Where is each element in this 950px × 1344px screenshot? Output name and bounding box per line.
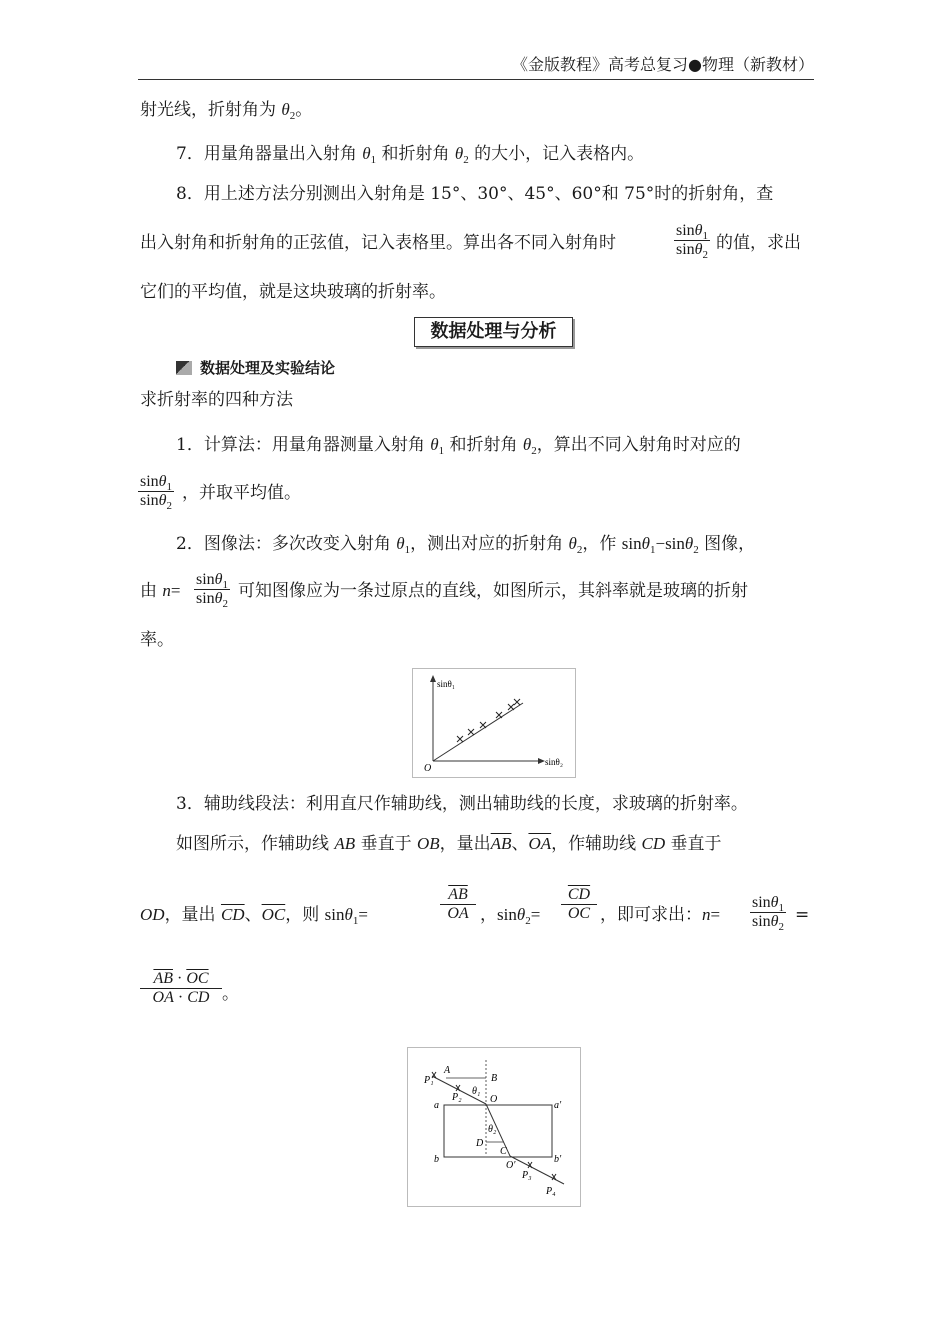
theta-symbol: θ bbox=[362, 144, 371, 163]
x-axis-label: sinθ₂ bbox=[545, 757, 563, 767]
text: ， bbox=[480, 905, 497, 925]
symbol: = bbox=[530, 905, 541, 924]
x-axis-arrow bbox=[538, 758, 545, 764]
text: 如图所示，作辅助线 bbox=[176, 834, 335, 854]
subscript: 2 bbox=[463, 154, 469, 166]
text: ，量出 bbox=[439, 834, 491, 854]
symbol: OB bbox=[417, 834, 440, 853]
text: sin bbox=[140, 473, 159, 490]
text: 2．图像法：多次改变入射角 bbox=[176, 534, 397, 554]
text: ，即可求出： bbox=[600, 905, 702, 925]
symbol: n bbox=[702, 905, 711, 924]
figure-refraction bbox=[407, 1047, 581, 1207]
origin-label: O bbox=[424, 763, 432, 774]
text: 和折射角 bbox=[376, 144, 455, 164]
method-3-line-3c bbox=[600, 905, 720, 925]
symbol: = bbox=[170, 581, 181, 600]
subscript: 1 bbox=[370, 154, 377, 166]
text: sin bbox=[676, 222, 695, 239]
sin-ratio-fraction bbox=[194, 571, 230, 608]
text: ，作辅助线 bbox=[551, 834, 642, 854]
text: sin bbox=[196, 590, 215, 607]
label-p1: P₁ bbox=[424, 1075, 434, 1086]
segment-ab: $\overline{AB}$ bbox=[490, 834, 512, 853]
label-b-left: b bbox=[434, 1154, 439, 1165]
method-2-line-1 bbox=[176, 534, 755, 554]
label-o-prime: O′ bbox=[506, 1160, 516, 1171]
subscript: 2 bbox=[222, 598, 229, 610]
ab-over-oa bbox=[440, 886, 476, 923]
data-markers bbox=[457, 699, 520, 742]
theta-symbol: θ bbox=[281, 100, 290, 119]
intro-text: 求折射率的四种方法 bbox=[140, 390, 293, 410]
segment-oa: $\overline{OA}$ bbox=[152, 989, 174, 1006]
subscript: 2 bbox=[778, 921, 785, 933]
subscript: 1 bbox=[404, 544, 411, 556]
label-o: O bbox=[490, 1094, 498, 1105]
method-3-line-2 bbox=[176, 834, 722, 854]
text: 7．用量角器量出入射角 bbox=[176, 144, 363, 164]
subscript: 1 bbox=[702, 230, 709, 242]
text: ，作 bbox=[582, 534, 622, 554]
step-8-line-2b: 的值，求出 bbox=[716, 233, 801, 253]
theta-symbol: θ bbox=[396, 534, 405, 553]
theta-symbol: θ bbox=[344, 905, 353, 924]
text: sin bbox=[140, 492, 159, 509]
y-axis-label: sinθ₁ bbox=[437, 679, 455, 689]
step-8-line-2a: 出入射角和折射角的正弦值，记入表格里。算出各不同入射角时 bbox=[140, 233, 616, 253]
theta-symbol: θ bbox=[770, 894, 779, 911]
symbol: n bbox=[162, 581, 171, 600]
method-3-line-3a bbox=[140, 905, 368, 925]
subscript: 1 bbox=[438, 445, 445, 457]
step-8-line-1: 8．用上述方法分别测出入射角是 15°、30°、45°、60°和 75°时的折射角，查 bbox=[176, 184, 774, 204]
figure-sin-graph bbox=[412, 668, 576, 778]
symbol: = bbox=[358, 905, 368, 924]
theta-symbol: θ bbox=[158, 492, 167, 509]
subscript: 1 bbox=[778, 902, 785, 914]
section-title: 数据处理与分析 bbox=[414, 317, 573, 347]
subscript: 1 bbox=[222, 579, 229, 591]
theta-symbol: θ bbox=[454, 144, 464, 163]
subscript: 2 bbox=[576, 544, 583, 556]
symbol: CD bbox=[641, 834, 666, 853]
cd-over-oc bbox=[561, 886, 597, 923]
subscript: 1 bbox=[352, 915, 359, 927]
label-a-right: a′ bbox=[554, 1100, 562, 1111]
sin-ratio-fraction bbox=[674, 222, 710, 259]
text: ，测出对应的折射角 bbox=[410, 534, 569, 554]
method-1 bbox=[176, 435, 741, 455]
method-2-line-2b: 可知图像应为一条过原点的直线，如图所示，其斜率就是玻璃的折射 bbox=[238, 581, 748, 601]
sin-ratio-fraction bbox=[750, 894, 786, 931]
refraction-svg bbox=[408, 1048, 580, 1206]
square-icon bbox=[176, 361, 192, 375]
text: 图像， bbox=[698, 534, 756, 554]
sin-ratio-fraction bbox=[138, 473, 174, 510]
theta-symbol: θ bbox=[641, 534, 650, 553]
theta-symbol: θ bbox=[430, 435, 439, 454]
theta-symbol: θ bbox=[568, 534, 577, 553]
subscript: 2 bbox=[525, 915, 531, 927]
final-fraction bbox=[140, 970, 222, 1007]
text: 、 bbox=[511, 834, 529, 854]
text: 、 bbox=[244, 905, 262, 925]
theta-symbol: θ bbox=[694, 222, 703, 239]
symbol: OD bbox=[140, 905, 165, 924]
label-a-left: a bbox=[434, 1100, 439, 1111]
segment-oa: OA bbox=[447, 905, 469, 922]
theta-symbol: θ bbox=[516, 905, 526, 924]
subscript: 1 bbox=[649, 544, 656, 556]
text: sin bbox=[621, 534, 642, 553]
symbol: AB bbox=[334, 834, 356, 853]
step-8-line-3: 它们的平均值，就是这块玻璃的折射率。 bbox=[140, 282, 446, 302]
method-2-line-3: 率。 bbox=[140, 630, 174, 650]
theta-symbol: θ bbox=[214, 571, 223, 588]
subsection-label: 数据处理及实验结论 bbox=[200, 359, 336, 377]
text: 垂直于 bbox=[665, 834, 722, 854]
theta-symbol: θ bbox=[214, 590, 223, 607]
text: 射光线，折射角为 bbox=[140, 100, 282, 120]
subscript: 2 bbox=[702, 249, 709, 261]
theta-symbol: θ bbox=[158, 473, 167, 490]
text: ，量出 bbox=[164, 905, 221, 925]
segment-oc: $\overline{OC}$ bbox=[186, 970, 209, 987]
fit-line bbox=[433, 703, 523, 761]
segment-ab: $\overline{AB}$ bbox=[440, 886, 476, 905]
segment-cd: $\overline{CD}$ bbox=[187, 989, 210, 1006]
text: − bbox=[655, 534, 666, 553]
text: sin bbox=[752, 894, 771, 911]
subscript: 2 bbox=[166, 500, 173, 512]
graph-svg bbox=[413, 669, 575, 777]
text: 1．计算法：用量角器测量入射角 bbox=[176, 435, 431, 455]
segment-oc: OC bbox=[567, 905, 591, 922]
text: ，则 bbox=[285, 905, 325, 925]
label-c: C bbox=[500, 1146, 507, 1157]
text: 由 bbox=[140, 581, 163, 601]
theta-symbol: θ bbox=[694, 241, 703, 258]
segment-cd: $\overline{CD}$ bbox=[561, 886, 597, 905]
text: 的大小，记入表格内。 bbox=[468, 144, 645, 164]
theta-symbol: θ bbox=[522, 435, 532, 454]
subscript: 2 bbox=[531, 445, 537, 457]
label-p3: P₃ bbox=[522, 1170, 532, 1181]
label-a: A bbox=[444, 1065, 451, 1076]
theta-symbol: θ bbox=[684, 534, 694, 553]
label-b-right: b′ bbox=[554, 1154, 562, 1165]
segment-oa: $\overline{OA}$ bbox=[528, 834, 552, 853]
text: 和折射角 bbox=[444, 435, 523, 455]
label-b: B bbox=[491, 1073, 498, 1084]
period: 。 bbox=[222, 984, 239, 1004]
paragraph-continuation bbox=[140, 100, 312, 120]
label-theta1: θ₁ bbox=[472, 1086, 481, 1097]
text: sin bbox=[665, 534, 685, 553]
equals-sign: = bbox=[795, 905, 810, 925]
text: 垂直于 bbox=[355, 834, 417, 854]
subscript: 1 bbox=[166, 481, 173, 493]
text: sin bbox=[497, 905, 517, 924]
subscript: 2 bbox=[289, 110, 296, 122]
label-p2: P₂ bbox=[452, 1092, 462, 1103]
segment-cd: $\overline{CD}$ bbox=[220, 905, 245, 924]
method-1-end: ，并取平均值。 bbox=[182, 483, 301, 503]
method-3-line-3b bbox=[480, 905, 540, 925]
subscript: 2 bbox=[693, 544, 699, 556]
method-2-line-2a bbox=[140, 581, 181, 601]
text: sin bbox=[752, 913, 771, 930]
symbol: = bbox=[710, 905, 721, 924]
text: sin bbox=[324, 905, 345, 924]
label-theta2: θ₂ bbox=[488, 1124, 497, 1135]
label-d: D bbox=[476, 1138, 484, 1149]
text: ，算出不同入射角时对应的 bbox=[536, 435, 741, 455]
label-p4: P₄ bbox=[546, 1186, 556, 1197]
text: sin bbox=[196, 571, 215, 588]
method-3-line-1: 3．辅助线段法：利用直尺作辅助线，测出辅助线的长度，求玻璃的折射率。 bbox=[176, 794, 748, 814]
text: sin bbox=[676, 241, 695, 258]
text: 。 bbox=[295, 100, 313, 120]
segment-ab: $\overline{AB}$ bbox=[153, 970, 173, 987]
theta-symbol: θ bbox=[770, 913, 779, 930]
segment-oc: $\overline{OC}$ bbox=[261, 905, 286, 924]
symbol: · bbox=[176, 970, 183, 987]
step-7 bbox=[176, 144, 644, 164]
symbol: · bbox=[177, 989, 184, 1006]
subsection-title bbox=[176, 358, 356, 378]
y-axis-arrow bbox=[430, 675, 436, 682]
page-header: 《金版教程》高考总复习●物理（新教材） bbox=[138, 52, 814, 80]
